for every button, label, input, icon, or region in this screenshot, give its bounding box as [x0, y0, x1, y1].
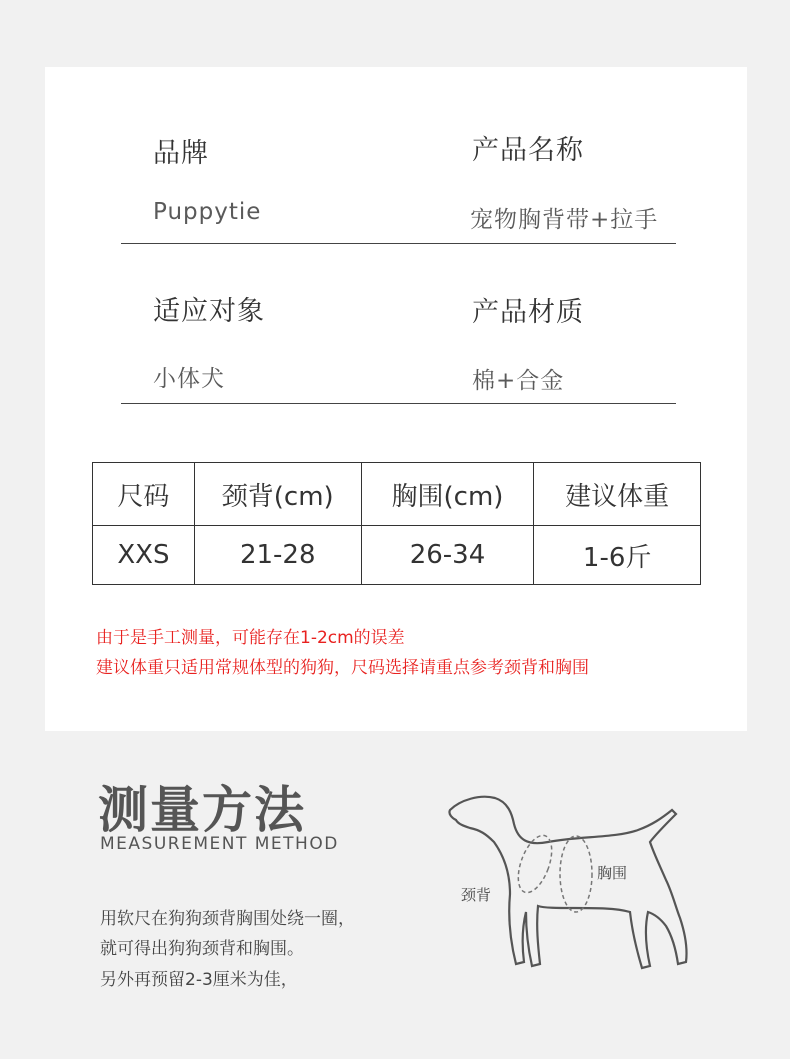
table-header-cell: 建议体重: [534, 463, 701, 526]
table-header-cell: 尺码: [93, 463, 195, 526]
dog-outline-icon: [440, 780, 690, 980]
product-name-label: 产品名称: [472, 135, 584, 166]
table-header-cell: 胸围(cm): [361, 463, 534, 526]
neck-label: 颈背: [461, 886, 492, 904]
table-cell: 1-6斤: [534, 526, 701, 585]
material-label: 产品材质: [472, 297, 584, 328]
measurement-error-note: 由于是手工测量，可能存在1-2cm的误差: [96, 628, 405, 648]
chest-label: 胸围: [597, 864, 628, 882]
table-row: [93, 526, 701, 585]
brand-value: Puppytie: [153, 199, 262, 225]
method-line-2: 就可得出狗狗颈背和胸围。: [100, 939, 304, 959]
size-advice-note: 建议体重只适用常规体型的狗狗，尺码选择请重点参考颈背和胸围: [96, 658, 589, 678]
table-cell: 26-34: [361, 526, 534, 585]
method-line-1: 用软尺在狗狗颈背胸围处绕一圈，: [100, 909, 355, 929]
table-header-cell: 颈背(cm): [194, 463, 361, 526]
target-label: 适应对象: [153, 296, 265, 327]
method-subtitle: MEASUREMENT METHOD: [100, 834, 339, 854]
material-value: 棉+合金: [472, 368, 565, 394]
target-value: 小体犬: [153, 366, 225, 392]
table-header-row: [93, 463, 701, 526]
method-line-3: 另外再预留2-3厘米为佳，: [100, 970, 298, 990]
product-name-value: 宠物胸背带+拉手: [470, 207, 659, 233]
brand-label: 品牌: [153, 138, 209, 169]
table-cell: 21-28: [194, 526, 361, 585]
table-cell: XXS: [93, 526, 195, 585]
size-table: [92, 462, 701, 585]
method-title: 测量方法: [98, 781, 306, 839]
spec-divider-2: [121, 403, 676, 404]
spec-divider-1: [121, 243, 676, 244]
